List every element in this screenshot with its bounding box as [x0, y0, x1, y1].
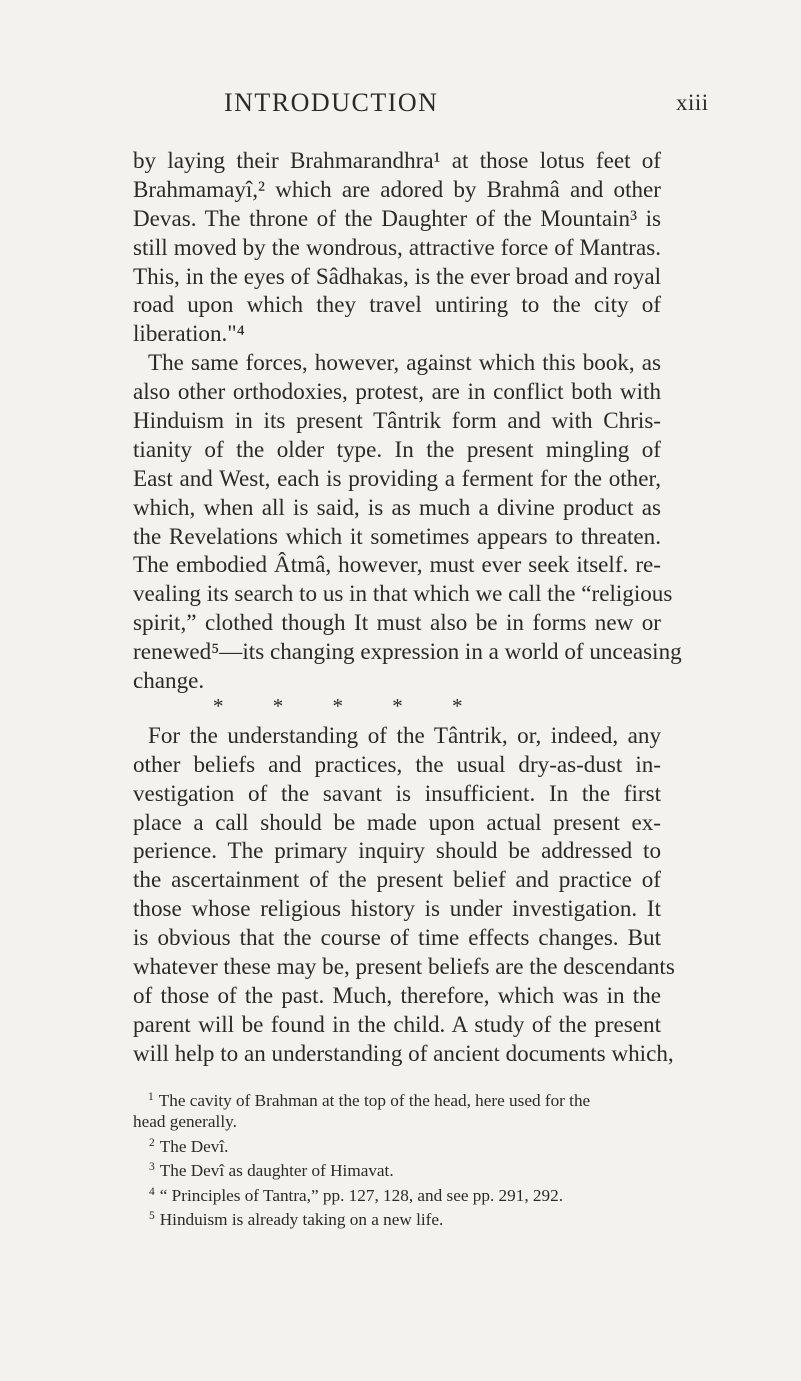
footnotes — [133, 1087, 663, 1230]
text-line: perience. The primary inquiry should be addressed to — [133, 837, 661, 864]
text-line: whatever these may be, present beliefs are the descendants — [133, 953, 675, 980]
text-line: This, in the eyes of Sâdhakas, is the ever broad and royal — [133, 262, 661, 289]
text-line: spirit,” clothed though It must also be in forms new or — [133, 609, 661, 636]
text-line: The embodied Âtmâ, however, must ever seek itself. re- — [133, 551, 661, 578]
text-line: parent will be found in the child. A study of the present — [133, 1010, 661, 1037]
text-line: Brahmamayî,² which are adored by Brahmâ and other — [133, 175, 661, 202]
text-line: Hinduism in its present Tântrik form and with Chris- — [133, 407, 661, 434]
footnote-4 — [133, 1182, 663, 1206]
text-line: also other orthodoxies, protest, are in conflict both with — [133, 378, 661, 405]
footnote-5 — [133, 1206, 663, 1230]
text-line: still moved by the wondrous, attractive force of Mantras. — [133, 233, 661, 260]
footnote-number: 5 — [149, 1210, 155, 1223]
page-header — [0, 88, 801, 128]
text-line: other beliefs and practices, the usual dry-as-dust in- — [133, 750, 661, 777]
text-line: renewed⁵—its changing expression in a world of unceasing — [133, 638, 682, 665]
text-line: liberation."⁴ — [133, 320, 245, 347]
paragraph-start: The same forces, however, against which this book, as — [148, 349, 661, 376]
footnote-number: 3 — [149, 1161, 155, 1174]
paragraph-start: For the understanding of the Tântrik, or, indeed, any — [148, 721, 661, 748]
text-line: vestigation of the savant is insufficient. In the first — [133, 779, 661, 806]
page-number: xiii — [676, 90, 709, 115]
footnote-number: 1 — [148, 1091, 154, 1103]
text-line: Devas. The throne of the Daughter of the Mountain³ is — [133, 204, 661, 231]
text-line: is obvious that the course of time effects changes. But — [133, 924, 661, 951]
text-line: by laying their Brahmarandhra¹ at those lotus feet of — [133, 147, 661, 173]
text-line: tianity of the older type. In the present mingling of — [133, 435, 661, 462]
footnote-number: 4 — [149, 1185, 155, 1198]
text-line: place a call should be made upon actual present ex- — [133, 808, 661, 835]
text-line: East and West, each is providing a ferment for the other, — [133, 464, 661, 491]
footnote-2 — [133, 1133, 663, 1157]
running-head: INTRODUCTION — [224, 88, 439, 117]
text-line: of those of the past. Much, therefore, which was in the — [133, 981, 661, 1008]
footnote-3 — [133, 1157, 663, 1181]
section-break-stars: * * * * * — [213, 693, 463, 718]
footnote-1 — [133, 1087, 663, 1111]
footnote-text: The cavity of Brahman at the top of the head, here used for the — [158, 1091, 591, 1110]
footnote-number: 2 — [149, 1136, 155, 1149]
footnote-text: The Devî. — [159, 1136, 229, 1156]
footnote-text: “ Principles of Tantra,” pp. 127, 128, and see pp. 291, 292. — [159, 1185, 564, 1205]
text-line: those whose religious history is under investigation. It — [133, 895, 661, 922]
text-line: the ascertainment of the present belief and practice of — [133, 866, 661, 893]
footnote-text: The Devî as daughter of Himavat. — [159, 1161, 394, 1181]
footnote-1-continuation: head generally. — [133, 1112, 237, 1132]
text-line: the Revelations which it sometimes appears to threaten. — [133, 522, 661, 549]
body-text — [133, 146, 682, 1068]
text-line: which, when all is said, is as much a divine product as — [133, 493, 661, 520]
footnote-text: Hinduism is already taking on a new life. — [159, 1210, 444, 1230]
text-line: will help to an understanding of ancient documents which, — [133, 1039, 674, 1066]
text-line: road upon which they travel untiring to the city of — [133, 291, 661, 318]
text-line: vealing its search to us in that which we call the “religious — [133, 580, 673, 607]
text-line: change. — [133, 667, 205, 694]
